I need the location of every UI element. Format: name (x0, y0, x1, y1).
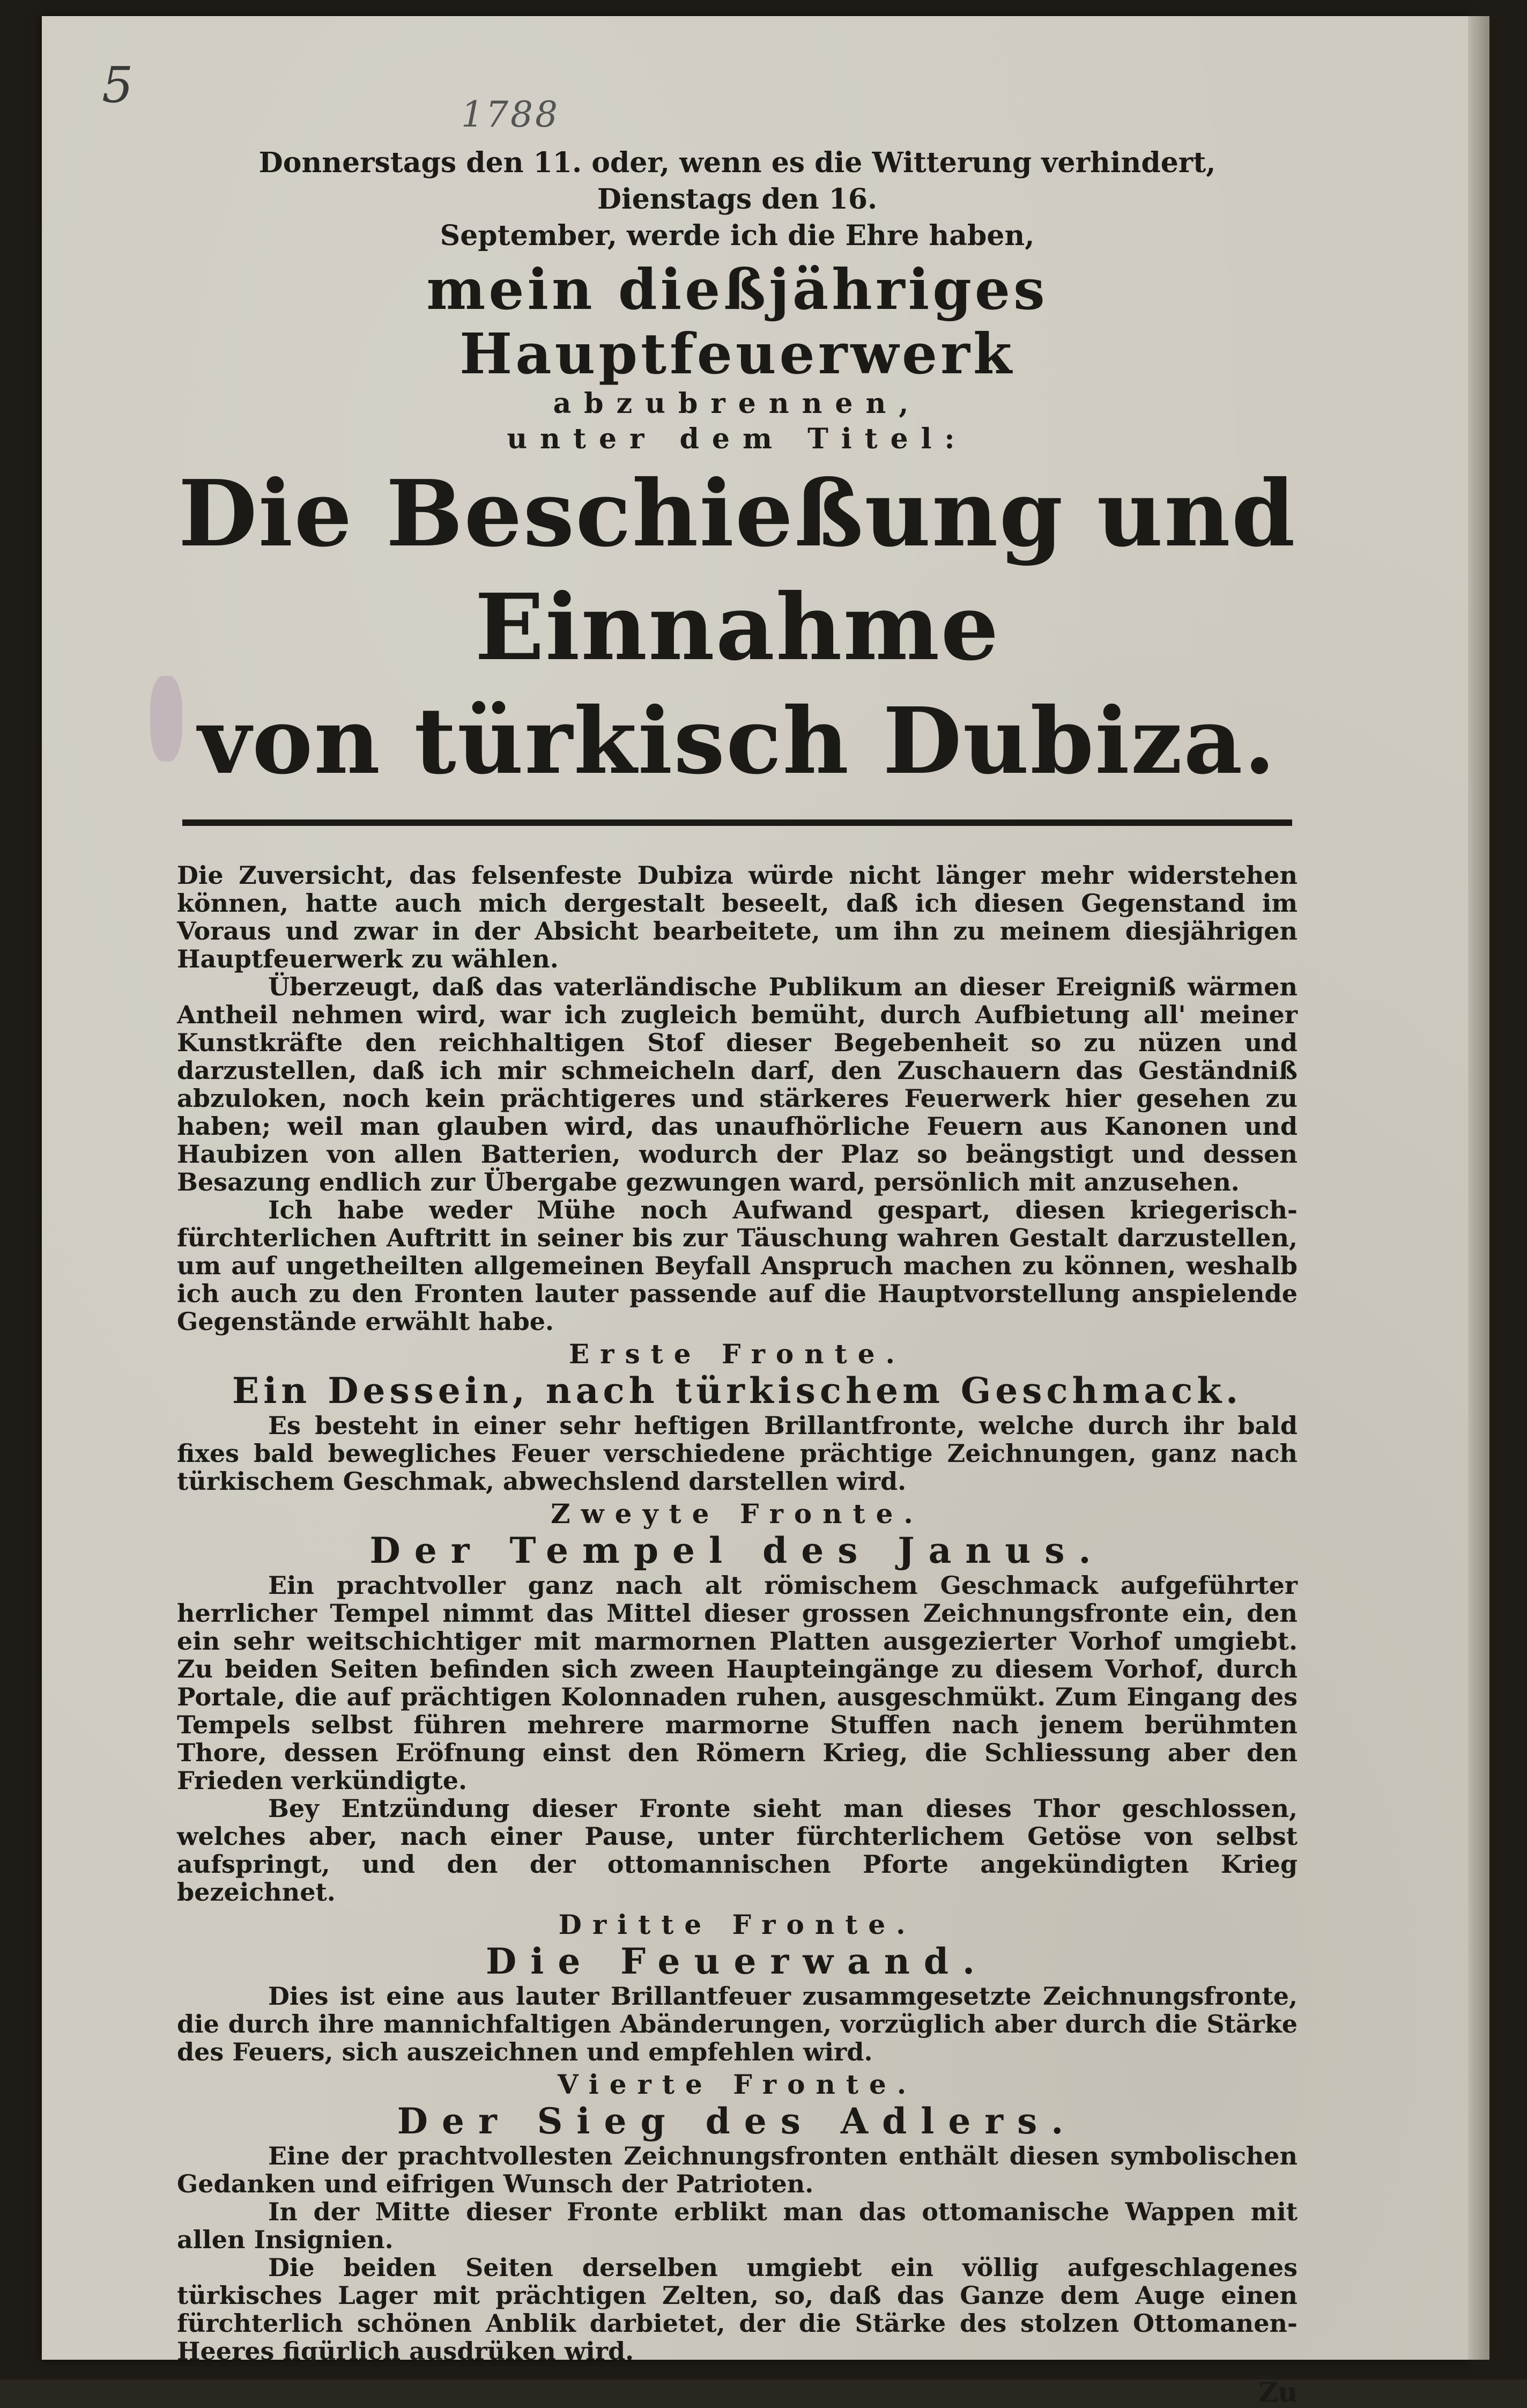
header-line-2: September, werde ich die Ehre haben, (440, 219, 1035, 252)
header-line-3: mein dießjähriges Hauptfeuerwerk (426, 256, 1048, 387)
document-content (177, 145, 1298, 2408)
front-1-title: Ein Dessein, nach türkischem Geschmack. (232, 1370, 1243, 1412)
divider-rule (182, 819, 1292, 826)
front-2-text-2: Bey Entzündung dieser Fronte sieht man dieses Thor geschlossen, welches aber, nach einer Pause, unter fürchterlichem Getöse von selbst aufspringt, und den der ottomannischen Pforte angekündigten Krieg bezeichnet. (177, 1794, 1298, 1907)
front-2-text-1: Ein prachtvoller ganz nach alt römischem Geschmack aufgeführter herrlicher Tempel nimmt das Mittel dieser grossen Zeichnungsfronte ein, den ein sehr weitschichtiger mit marmornen Platten ausgezierter Vorhof umgiebt. Zu beiden Seiten befinden sich zween Haupteingänge zu diesem Vorhof, durch Portale, die auf prächtigen Kolonnaden ruhen, ausgeschmükt. Zum Eingang des Tempels selbst führen mehrere marmorne Stuffen nach jenem berühmten Thore, dessen Eröfnung einst den Römern Krieg, die Schliessung aber den Frieden verkündigte. (177, 1571, 1298, 1795)
front-3-title: Die Feuerwand. (486, 1940, 989, 1982)
handwritten-year: 1788 (461, 94, 560, 135)
paragraph-3: Ich habe weder Mühe noch Aufwand gespart, diesen kriegerisch-fürchterlichen Auftritt in seiner bis zur Täuschung wahren Gestalt darzustellen, um auf ungetheilten allgemeinen Beyfall Anspruch machen zu können, weshalb ich auch zu den Fronten lauter passende auf die Hauptvorstellung anspielende Gegenstände erwählt habe. (177, 1195, 1298, 1336)
front-1-label: Erste Fronte. (569, 1338, 906, 1370)
main-title-line-2: von türkisch Dubiza. (198, 688, 1277, 795)
catchword: Zu (1258, 2376, 1298, 2408)
page-edge (1468, 16, 1489, 2360)
front-3-label: Dritte Fronte. (558, 1909, 916, 1940)
front-2-title: Der Tempel des Janus. (369, 1530, 1105, 1571)
front-4-text-2: In der Mitte dieser Fronte erblikt man das ottomanische Wappen mit allen Insignien. (177, 2197, 1298, 2254)
paragraph-2: Überzeugt, daß das vaterländische Publikum an dieser Ereigniß wärmen Antheil nehmen wird, war ich zugleich bemüht, durch Aufbietung all' meiner Kunstkräfte den reichhaltigen Stof dieser Begebenheit so zu nüzen und darzustellen, daß ich mir schmeicheln darf, den Zuschauern das Geständniß abzuloken, noch kein prächtigeres und stärkeres Feuerwerk hier gesehen zu haben; weil man glauben wird, das unaufhörliche Feuern aus Kanonen und Haubizen von allen Batterien, wodurch der Plaz so beängstigt und dessen Besazung endlich zur Übergabe gezwungen ward, persönlich mit anzusehen. (177, 972, 1298, 1196)
front-4-label: Vierte Fronte. (557, 2069, 917, 2100)
front-4-text-3: Die beiden Seiten derselben umgiebt ein völlig aufgeschlagenes türkisches Lager mit prächtigen Zelten, so, daß das Ganze dem Auge einen fürchterlich schönen Anblik darbietet, der die Stärke des stolzen Ottomanen-Heeres figürlich ausdrüken wird. (177, 2253, 1298, 2366)
header-line-5: unter dem Titel: (507, 423, 968, 455)
header-line-1: Donnerstags den 11. oder, wenn es die Witterung verhindert, Dienstags den 16. (258, 146, 1216, 216)
front-3-text: Dies ist eine aus lauter Brillantfeuer zusammgesetzte Zeichnungsfronte, die durch ihre mannichfaltigen Abänderungen, vorzüglich aber durch die Stärke des Feuers, sich auszeichnen und empfehlen wird. (177, 1982, 1298, 2066)
front-4-title: Der Sieg des Adlers. (397, 2100, 1078, 2142)
header-line-4: abzubrennen, (553, 387, 922, 420)
main-title-line-1: Die Beschießung und Einnahme (178, 460, 1296, 681)
front-1-text: Es besteht in einer sehr heftigen Brillantfronte, welche durch ihr bald fixes bald bewegliches Feuer verschiedene prächtige Zeichnungen, ganz nach türkischem Geschmak, abwechslend darstellen wird. (177, 1411, 1298, 1496)
front-4-text-1: Eine der prachtvollesten Zeichnungsfronten enthält diesen symbolischen Gedanken und eifrigen Wunsch der Patrioten. (177, 2141, 1298, 2198)
handwritten-page-number: 5 (102, 56, 134, 114)
paragraph-1: Die Zuversicht, das felsenfeste Dubiza würde nicht länger mehr widerstehen können, hatte auch mich dergestalt beseelt, daß ich diesen Gegenstand im Voraus und zwar in der Absicht bearbeitete, um ihn zu meinem diesjährigen Hauptfeuerwerk zu wählen. (177, 861, 1298, 973)
front-2-label: Zweyte Fronte. (551, 1498, 924, 1530)
